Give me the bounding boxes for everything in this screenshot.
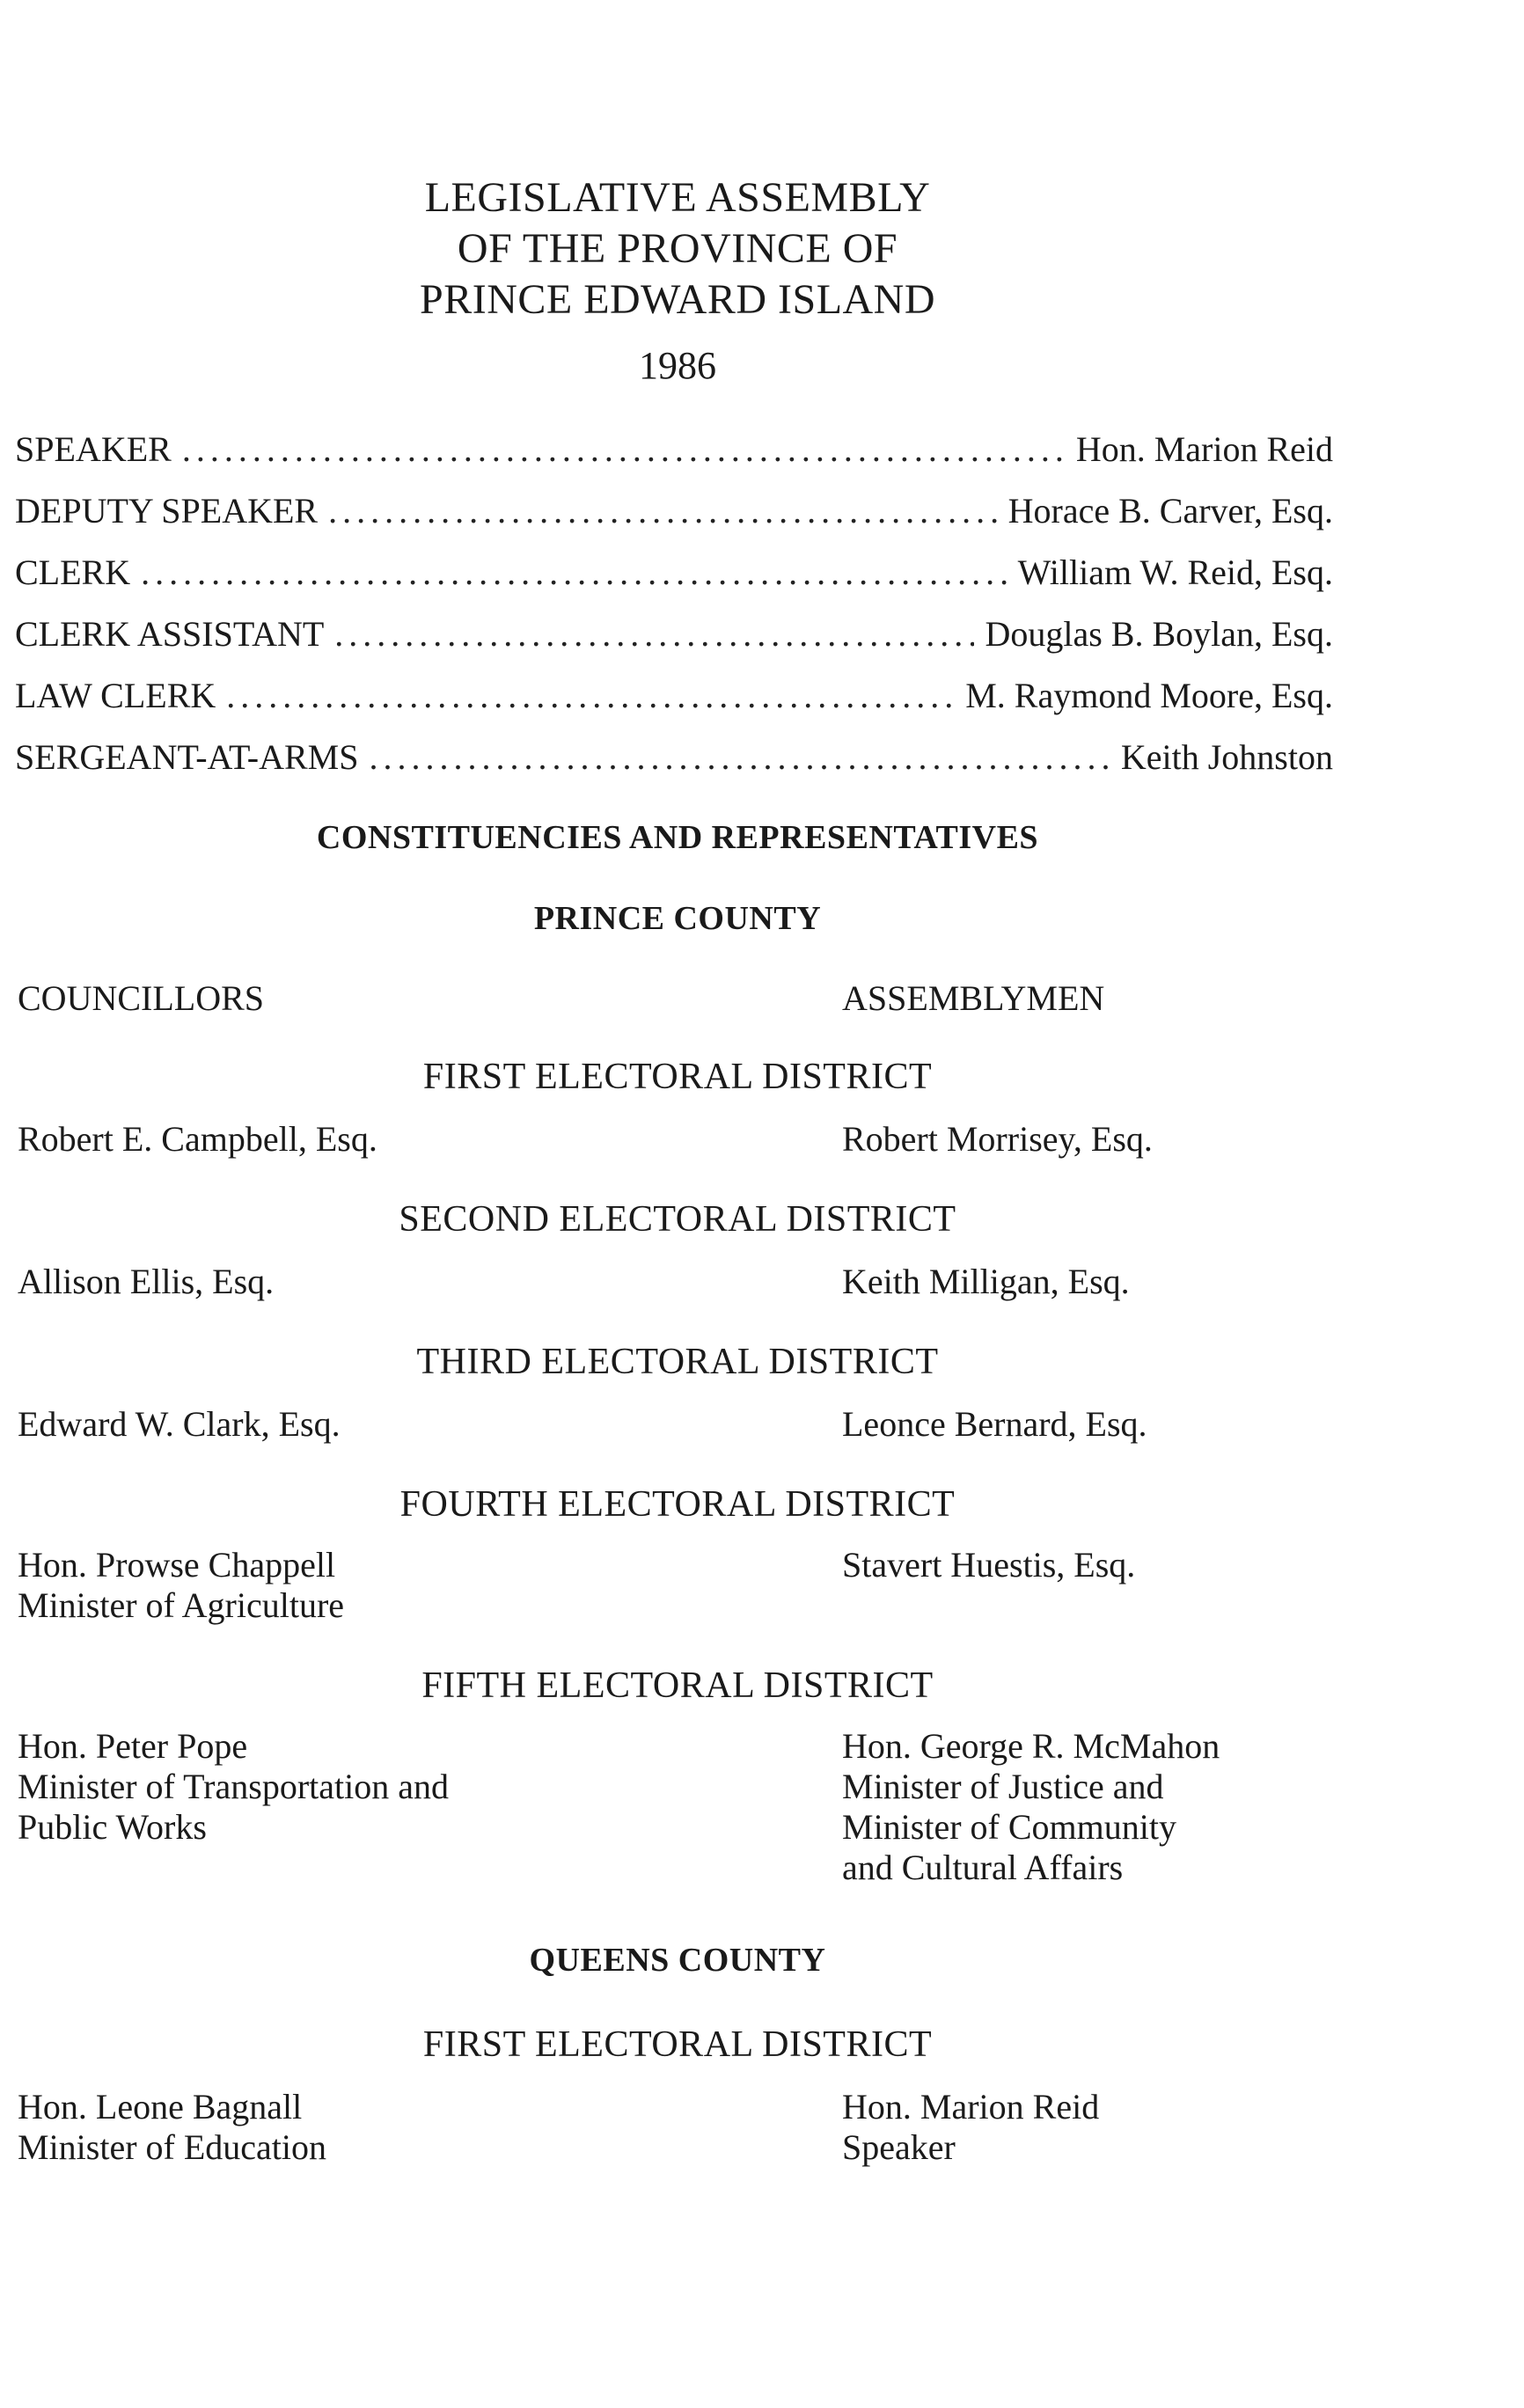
councillor-name: Hon. Prowse Chappell	[18, 1545, 336, 1585]
district-heading: FIRST ELECTORAL DISTRICT	[422, 2024, 933, 2065]
dot-leader	[328, 490, 998, 531]
officer-name: William W. Reid, Esq.	[1017, 553, 1333, 592]
officers-list	[15, 428, 1333, 798]
officer-row	[15, 675, 1333, 736]
councillor-name: Hon. Leone Bagnall	[18, 2087, 303, 2126]
councillor-name: Edward W. Clark, Esq.	[18, 1404, 341, 1444]
officer-row	[15, 552, 1333, 613]
councillor-entry	[18, 2087, 326, 2168]
councillor-title: Minister of Education	[18, 2127, 327, 2167]
councillor-name: Robert E. Campbell, Esq.	[18, 1119, 377, 1159]
assemblyman-title: Speaker	[842, 2127, 956, 2167]
assemblyman-title: Minister of Justice and	[842, 1767, 1164, 1806]
councillor-title: Minister of Agriculture	[18, 1585, 345, 1625]
officer-role: DEPUTY SPEAKER	[15, 491, 319, 531]
assemblyman-name: Hon. George R. McMahon	[842, 1726, 1220, 1766]
district-heading: FIRST ELECTORAL DISTRICT	[422, 1057, 933, 1097]
section-title: CONSTITUENCIES AND REPRESENTATIVES	[316, 819, 1039, 856]
column-header-councillors: COUNCILLORS	[18, 978, 265, 1018]
officer-role: CLERK ASSISTANT	[15, 614, 325, 654]
councillor-name: Hon. Peter Pope	[18, 1726, 248, 1766]
dot-leader	[182, 428, 1066, 470]
column-header-assemblymen: ASSEMBLYMEN	[842, 978, 1105, 1018]
assemblyman-title: and Cultural Affairs	[842, 1848, 1124, 1887]
officer-role: SERGEANT-AT-ARMS	[15, 737, 359, 777]
assemblyman-name: Leonce Bernard, Esq.	[842, 1404, 1147, 1444]
officer-role: CLERK	[15, 553, 131, 592]
district-heading: FOURTH ELECTORAL DISTRICT	[399, 1484, 956, 1525]
county-title-prince: PRINCE COUNTY	[533, 900, 822, 937]
dot-leader	[369, 736, 1110, 778]
councillor-title: Public Works	[18, 1807, 207, 1847]
councillor-title: Minister of Transportation and	[18, 1767, 449, 1806]
dot-leader	[141, 552, 1007, 593]
officer-role: LAW CLERK	[15, 676, 216, 715]
district-heading: THIRD ELECTORAL DISTRICT	[416, 1342, 939, 1382]
district-heading: SECOND ELECTORAL DISTRICT	[399, 1199, 956, 1240]
assemblyman-title: Minister of Community	[842, 1807, 1176, 1847]
assemblyman-entry	[842, 1404, 1147, 1445]
year: 1986	[639, 344, 716, 387]
councillor-name: Allison Ellis, Esq.	[18, 1262, 275, 1301]
councillor-entry	[18, 1119, 377, 1160]
assemblyman-name: Keith Milligan, Esq.	[842, 1262, 1130, 1301]
officer-row	[15, 490, 1333, 552]
county-title-queens: QUEENS COUNTY	[529, 1942, 826, 1979]
district-heading: FIFTH ELECTORAL DISTRICT	[421, 1665, 934, 1706]
officer-role: SPEAKER	[15, 429, 172, 469]
title-line-2: OF THE PROVINCE OF	[457, 225, 898, 272]
officer-row	[15, 428, 1333, 490]
officer-name: Douglas B. Boylan, Esq.	[985, 614, 1333, 654]
dot-leader	[334, 613, 974, 655]
councillor-entry	[18, 1262, 274, 1302]
officer-row	[15, 613, 1333, 675]
officer-row	[15, 736, 1333, 798]
assemblyman-name: Robert Morrisey, Esq.	[842, 1119, 1153, 1159]
councillor-entry	[18, 1404, 341, 1445]
councillor-entry	[18, 1726, 449, 1848]
dot-leader	[226, 675, 955, 716]
assemblyman-entry	[842, 1726, 1220, 1888]
assemblyman-name: Hon. Marion Reid	[842, 2087, 1100, 2126]
councillor-entry	[18, 1545, 344, 1626]
officer-name: Horace B. Carver, Esq.	[1007, 491, 1333, 531]
title-line-3: PRINCE EDWARD ISLAND	[420, 276, 935, 323]
officer-name: Hon. Marion Reid	[1075, 429, 1333, 469]
officer-name: Keith Johnston	[1120, 737, 1333, 777]
assemblyman-entry	[842, 1262, 1130, 1302]
officer-name: M. Raymond Moore, Esq.	[965, 676, 1333, 715]
assemblyman-entry	[842, 1119, 1153, 1160]
assemblyman-entry	[842, 1545, 1135, 1585]
assemblyman-name: Stavert Huestis, Esq.	[842, 1545, 1136, 1585]
title-line-1: LEGISLATIVE ASSEMBLY	[424, 174, 931, 221]
assemblyman-entry	[842, 2087, 1099, 2168]
